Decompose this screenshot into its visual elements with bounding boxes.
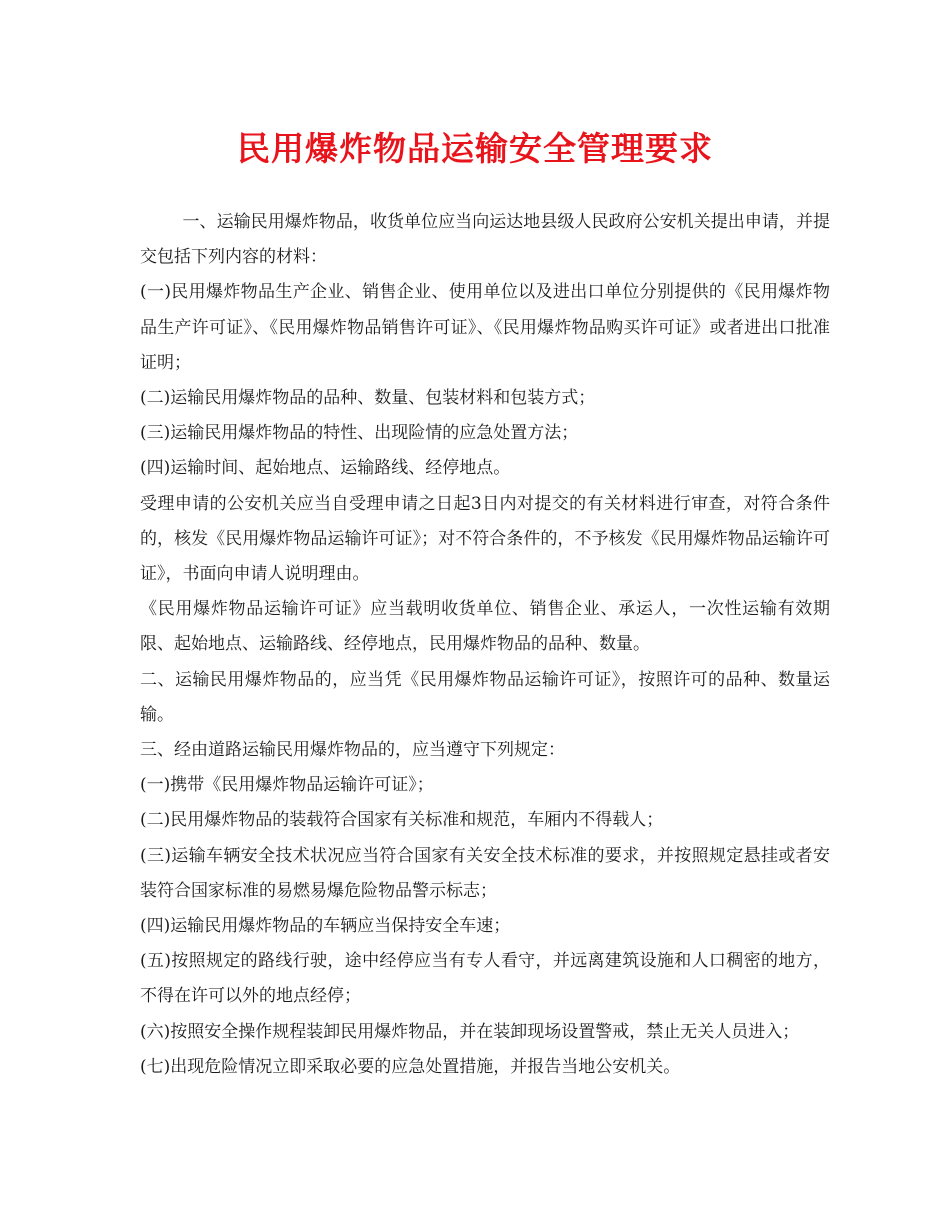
paragraph-15: (六)按照安全操作规程装卸民用爆炸物品，并在装卸现场设置警戒，禁止无关人员进入； <box>140 1021 800 1042</box>
paragraph-3: (二)运输民用爆炸物品的品种、数量、包装材料和包装方式； <box>140 388 596 409</box>
paragraph-14: (五)按照规定的路线行驶，途中经停应当有专人看守，并远离建筑设施和人口稠密的地方，不得在许可以外的地点经停； <box>140 951 830 1007</box>
paragraph-4: (三)运输民用爆炸物品的特性、出现险情的应急处置方法； <box>140 423 579 444</box>
paragraph-10: (一)携带《民用爆炸物品运输许可证》； <box>140 775 434 796</box>
paragraph-16: (七)出现危险情况立即采取必要的应急处置措施，并报告当地公安机关。 <box>140 1056 681 1077</box>
paragraph-6: 受理申请的公安机关应当自受理申请之日起3日内对提交的有关材料进行审查，对符合条件的，核发《民用爆炸物品运输许可证》；对不符合条件的，不予核发《民用爆炸物品运输许可证》，书面向申请人说明理由。 <box>140 493 830 585</box>
paragraph-2: (一)民用爆炸物品生产企业、销售企业、使用单位以及进出口单位分别提供的《民用爆炸物品生产许可证》、《民用爆炸物品销售许可证》、《民用爆炸物品购买许可证》或者进出口批准证明； <box>140 282 830 373</box>
paragraph-5: (四)运输时间、起始地点、运输路线、经停地点。 <box>140 458 511 479</box>
paragraph-7: 《民用爆炸物品运输许可证》应当载明收货单位、销售企业、承运人，一次性运输有效期限、起始地点、运输路线、经停地点，民用爆炸物品的品种、数量。 <box>140 599 830 655</box>
paragraph-8: 二、运输民用爆炸物品的，应当凭《民用爆炸物品运输许可证》，按照许可的品种、数量运输。 <box>140 669 830 725</box>
document-title: 民用爆炸物品运输安全管理要求 <box>237 129 713 168</box>
paragraph-1: 一、运输民用爆炸物品，收货单位应当向运达地县级人民政府公安机关提出申请，并提交包括下列内容的材料： <box>140 212 830 268</box>
paragraph-11: (二)民用爆炸物品的装载符合国家有关标准和规范，车厢内不得载人； <box>140 810 664 831</box>
paragraph-12: (三)运输车辆安全技术状况应当符合国家有关安全技术标准的要求，并按照规定悬挂或者安装符合国家标准的易燃易爆危险物品警示标志； <box>140 845 830 901</box>
document-body <box>140 205 830 1085</box>
paragraph-9: 三、经由道路运输民用爆炸物品的，应当遵守下列规定： <box>140 740 565 761</box>
paragraph-13: (四)运输民用爆炸物品的车辆应当保持安全车速； <box>140 916 511 937</box>
